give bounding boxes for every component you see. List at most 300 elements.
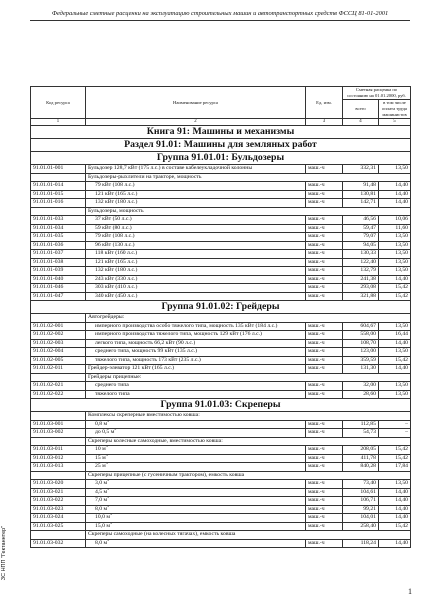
table-row xyxy=(31,224,411,233)
category-row xyxy=(31,173,411,182)
resource-name-text: 118 кВт (160 л.с.) xyxy=(95,250,138,256)
table-row xyxy=(31,514,411,523)
resource-name xyxy=(86,165,306,174)
unit-of-measure: маш.-ч xyxy=(306,339,343,348)
header-price-group: Сметная расценка по состоянию на 01.01.2000, руб. xyxy=(343,87,411,100)
resource-name-text: 79 кВт (108 л.с.) xyxy=(95,182,135,188)
unit-of-measure: маш.-ч xyxy=(306,514,343,523)
resource-code: 91.01.01-038 xyxy=(31,258,86,267)
table-row xyxy=(31,429,411,438)
resource-name xyxy=(86,322,306,331)
resource-name xyxy=(86,199,306,208)
table-row xyxy=(31,488,411,497)
price-total: 122,40 xyxy=(343,258,379,267)
resource-name-text: 8,0 м xyxy=(95,539,108,546)
resource-code: 91.01.01-039 xyxy=(31,267,86,276)
resource-name xyxy=(86,216,306,225)
resource-name-text: 4,5 м xyxy=(95,488,108,495)
unit-of-measure: маш.-ч xyxy=(306,382,343,391)
unit-superscript: 3 xyxy=(105,454,108,457)
resource-name xyxy=(86,505,306,514)
section-heading-row xyxy=(31,301,411,314)
resource-code: 91.01.03-021 xyxy=(31,488,86,497)
price-labor: – xyxy=(379,420,411,429)
price-labor: 13,50 xyxy=(379,267,411,276)
unit-of-measure: маш.-ч xyxy=(306,190,343,199)
resource-name xyxy=(86,292,306,301)
empty-code-cell xyxy=(31,173,86,182)
resource-name-text: 8,0 м xyxy=(95,505,108,512)
resource-code: 91.01.01-036 xyxy=(31,241,86,250)
resource-name xyxy=(86,250,306,259)
price-total: 359,59 xyxy=(343,356,379,365)
colnum: 3 xyxy=(306,119,343,126)
colnum: 2 xyxy=(86,119,306,126)
table-row xyxy=(31,165,411,174)
unit-of-measure: маш.-ч xyxy=(306,365,343,374)
price-total: 411,78 xyxy=(343,454,379,463)
resource-name-text: 121 кВт (165 л.с.) xyxy=(95,190,138,197)
price-total: 130,33 xyxy=(343,250,379,259)
table-row xyxy=(31,331,411,340)
price-total: 321,88 xyxy=(343,292,379,301)
table-row xyxy=(31,365,411,374)
price-total: 104,01 xyxy=(343,514,379,523)
category-row xyxy=(31,437,411,446)
price-total: 130,81 xyxy=(343,190,379,199)
table-row xyxy=(31,463,411,472)
unit-of-measure: маш.-ч xyxy=(306,284,343,293)
resource-name xyxy=(86,514,306,523)
price-labor: 13,50 xyxy=(379,322,411,331)
resource-name-text: имперного производства тяжелого типа, мощность 129 кВт (176 л.с.) xyxy=(95,331,262,338)
resource-name-text: 10,0 м xyxy=(95,514,110,520)
resource-name-text: 7,0 м xyxy=(95,497,108,503)
price-labor: 14,40 xyxy=(379,497,411,506)
resource-name xyxy=(86,258,306,267)
resource-code: 91.01.03-022 xyxy=(31,497,86,506)
price-total: 558,00 xyxy=(343,331,379,340)
price-total: 131,30 xyxy=(343,365,379,374)
resource-name xyxy=(86,420,306,429)
resource-name-text: 132 кВт (180 л.с.) xyxy=(95,267,138,273)
price-total: 604,67 xyxy=(343,322,379,331)
price-total: 59,47 xyxy=(343,224,379,233)
unit-of-measure: маш.-ч xyxy=(306,480,343,489)
resource-name-text: 303 кВт (410 л.с.) xyxy=(95,284,138,290)
category-label: Бульдозеры-рыхлители на тракторе, мощность xyxy=(86,173,411,182)
resource-name-text: имперного производства особо тяжелого типа, мощность 135 кВт (184 л.с.) xyxy=(95,322,278,329)
table-row xyxy=(31,190,411,199)
resource-name xyxy=(86,339,306,348)
price-total: 118,24 xyxy=(343,539,379,548)
resource-name-text: 243 кВт (330 л.с.) xyxy=(95,275,138,282)
section-heading: Раздел 91.01: Машины для земляных работ xyxy=(31,139,411,152)
price-labor: 14,40 xyxy=(379,505,411,514)
category-row xyxy=(31,314,411,323)
table-body xyxy=(31,126,411,548)
unit-of-measure: маш.-ч xyxy=(306,322,343,331)
price-labor: 13,50 xyxy=(379,382,411,391)
resource-name-text: 0,8 м xyxy=(95,420,108,427)
resource-code: 91.01.02-003 xyxy=(31,339,86,348)
page-number: 1 xyxy=(408,587,412,596)
price-labor: 14,40 xyxy=(379,190,411,199)
resource-code: 91.01.01-001 xyxy=(31,165,86,174)
resource-name-text: до 0,5 м xyxy=(95,429,115,435)
table-row xyxy=(31,420,411,429)
table-row xyxy=(31,480,411,489)
price-total: 123,00 xyxy=(343,348,379,357)
resource-code: 91.01.03-024 xyxy=(31,514,86,523)
table-row xyxy=(31,505,411,514)
unit-of-measure: маш.-ч xyxy=(306,233,343,242)
table-row xyxy=(31,539,411,548)
unit-of-measure: маш.-ч xyxy=(306,505,343,514)
resource-name xyxy=(86,331,306,340)
resource-code: 91.01.01-047 xyxy=(31,292,86,301)
price-labor: 14,40 xyxy=(379,275,411,284)
table-row xyxy=(31,446,411,455)
unit-of-measure: маш.-ч xyxy=(306,497,343,506)
unit-of-measure: маш.-ч xyxy=(306,292,343,301)
empty-code-cell xyxy=(31,531,86,540)
category-row xyxy=(31,531,411,540)
price-labor: 15,42 xyxy=(379,454,411,463)
resource-name xyxy=(86,356,306,365)
price-total: 132,79 xyxy=(343,267,379,276)
category-label: Автогрейдеры: xyxy=(86,314,411,323)
unit-of-measure: маш.-ч xyxy=(306,250,343,259)
resource-name xyxy=(86,224,306,233)
resource-code: 91.01.01-035 xyxy=(31,233,86,242)
category-label: Скреперы колесные самоходные, вместимостью ковша: xyxy=(86,437,411,446)
header-name: Наименование ресурса xyxy=(86,87,306,119)
price-labor: 13,50 xyxy=(379,390,411,399)
category-row xyxy=(31,373,411,382)
section-heading: Группа 91.01.01: Бульдозеры xyxy=(31,152,411,165)
unit-superscript: 3 xyxy=(107,496,110,500)
unit-of-measure: маш.-ч xyxy=(306,463,343,472)
unit-superscript: 3 xyxy=(107,539,110,542)
resource-name-text: 25 м xyxy=(95,463,106,469)
empty-code-cell xyxy=(31,207,86,216)
resource-name-text: 15,0 м xyxy=(95,522,110,529)
category-row xyxy=(31,207,411,216)
resource-name xyxy=(86,284,306,293)
table-row xyxy=(31,339,411,348)
empty-code-cell xyxy=(31,471,86,480)
resource-code: 91.01.01-016 xyxy=(31,199,86,208)
table-row xyxy=(31,275,411,284)
unit-of-measure: маш.-ч xyxy=(306,390,343,399)
resource-name xyxy=(86,446,306,455)
price-labor: 15,42 xyxy=(379,292,411,301)
section-heading: Группа 91.01.02: Грейдеры xyxy=(31,301,411,314)
price-total: 332,31 xyxy=(343,165,379,174)
price-labor: 16,44 xyxy=(379,331,411,340)
table-row xyxy=(31,267,411,276)
empty-code-cell xyxy=(31,373,86,382)
document-header: Федеральные сметные расценки на эксплуатацию строительных машин и автотранспортных средств ФССЦ 81-01-2001 xyxy=(51,10,389,17)
resource-name-text: 340 кВт (450 л.с.) xyxy=(95,292,138,299)
unit-superscript: 3 xyxy=(109,522,112,525)
resource-code: 91.01.01-015 xyxy=(31,190,86,199)
resource-code: 91.01.01-040 xyxy=(31,275,86,284)
resource-name xyxy=(86,275,306,284)
price-labor: 13,50 xyxy=(379,258,411,267)
unit-of-measure: маш.-ч xyxy=(306,165,343,174)
resource-name xyxy=(86,454,306,463)
unit-superscript: 3 xyxy=(105,462,108,466)
price-labor: 14,40 xyxy=(379,182,411,191)
resource-name-text: легкого типа, мощность 66,2 кВт (90 л.с.) xyxy=(95,339,196,346)
colnum: 5 xyxy=(379,119,411,126)
resource-code: 91.01.01-033 xyxy=(31,216,86,225)
resource-code: 91.01.02-005 xyxy=(31,356,86,365)
unit-of-measure: маш.-ч xyxy=(306,241,343,250)
price-labor: 10,06 xyxy=(379,216,411,225)
header-unit: Ед. изм. xyxy=(306,87,343,119)
resource-code: 91.01.02-011 xyxy=(31,365,86,374)
resource-code: 91.01.03-020 xyxy=(31,480,86,489)
category-label: Бульдозеры, мощность xyxy=(86,207,411,216)
price-labor: 15,42 xyxy=(379,446,411,455)
price-total: 142,71 xyxy=(343,199,379,208)
resource-name xyxy=(86,488,306,497)
resource-code: 91.01.03-013 xyxy=(31,463,86,472)
resource-name-text: 15 м xyxy=(95,454,106,461)
resource-name-text: 79 кВт (108 л.с.) xyxy=(95,233,135,239)
table-row xyxy=(31,390,411,399)
unit-of-measure: маш.-ч xyxy=(306,331,343,340)
price-table xyxy=(30,86,411,548)
section-heading-row xyxy=(31,399,411,412)
price-labor: 14,40 xyxy=(379,365,411,374)
category-label: Скреперы прицепные (с гусеничным трактором), емкость ковша xyxy=(86,471,411,480)
section-heading-row xyxy=(31,139,411,152)
table-header-row xyxy=(31,87,411,100)
table-row xyxy=(31,284,411,293)
price-total: 258,40 xyxy=(343,522,379,531)
unit-superscript: 3 xyxy=(107,505,110,508)
unit-of-measure: маш.-ч xyxy=(306,429,343,438)
resource-code: 91.01.03-023 xyxy=(31,505,86,514)
table-row xyxy=(31,348,411,357)
price-total: 28,60 xyxy=(343,390,379,399)
unit-of-measure: маш.-ч xyxy=(306,348,343,357)
section-heading: Книга 91: Машины и механизмы xyxy=(31,126,411,139)
category-label: Комплексы скреперные вместимостью ковша: xyxy=(86,412,411,421)
header-labor: в том числе оплата труда машинистов xyxy=(379,100,411,119)
resource-name-text: 3,0 м xyxy=(95,480,108,486)
table-row xyxy=(31,497,411,506)
resource-code: 91.01.01-046 xyxy=(31,284,86,293)
resource-name xyxy=(86,241,306,250)
unit-of-measure: маш.-ч xyxy=(306,267,343,276)
resource-name xyxy=(86,497,306,506)
resource-name xyxy=(86,429,306,438)
resource-name xyxy=(86,463,306,472)
resource-code: 91.01.03-012 xyxy=(31,454,86,463)
table-row xyxy=(31,322,411,331)
price-labor: 13,50 xyxy=(379,241,411,250)
resource-code: 91.01.01-037 xyxy=(31,250,86,259)
unit-of-measure: маш.-ч xyxy=(306,199,343,208)
price-labor: 14,40 xyxy=(379,488,411,497)
resource-name xyxy=(86,382,306,391)
resource-code: 91.01.02-002 xyxy=(31,331,86,340)
table-row xyxy=(31,292,411,301)
unit-of-measure: маш.-ч xyxy=(306,216,343,225)
table-row xyxy=(31,233,411,242)
unit-of-measure: маш.-ч xyxy=(306,488,343,497)
price-labor: 17,84 xyxy=(379,463,411,472)
price-labor: 14,40 xyxy=(379,339,411,348)
category-label: Грейдеры прицепные: xyxy=(86,373,411,382)
resource-name-text: 121 кВт (165 л.с.) xyxy=(95,258,138,265)
price-total: 91,48 xyxy=(343,182,379,191)
price-labor: 14,40 xyxy=(379,199,411,208)
resource-name-text: 132 кВт (180 л.с.) xyxy=(95,199,138,205)
resource-code: 91.01.02-004 xyxy=(31,348,86,357)
price-labor: 15,42 xyxy=(379,284,411,293)
price-total: 73,40 xyxy=(343,480,379,489)
resource-name-text: Бульдозер 128,7 кВт (175 л.с.) в составе кабелеукладочной колонны xyxy=(88,165,253,172)
price-total: 108,70 xyxy=(343,339,379,348)
table-row xyxy=(31,258,411,267)
resource-name xyxy=(86,390,306,399)
price-total: 99,21 xyxy=(343,505,379,514)
unit-of-measure: маш.-ч xyxy=(306,454,343,463)
price-total: 293,08 xyxy=(343,284,379,293)
price-labor: 13,50 xyxy=(379,348,411,357)
unit-of-measure: маш.-ч xyxy=(306,224,343,233)
resource-code: 91.01.03-011 xyxy=(31,446,86,455)
unit-of-measure: маш.-ч xyxy=(306,182,343,191)
table-row xyxy=(31,382,411,391)
resource-name xyxy=(86,182,306,191)
section-heading-row xyxy=(31,126,411,139)
empty-code-cell xyxy=(31,412,86,421)
resource-code: 91.01.03-002 xyxy=(31,429,86,438)
price-total: 46,56 xyxy=(343,216,379,225)
category-row xyxy=(31,471,411,480)
price-labor: 13,50 xyxy=(379,165,411,174)
header-code: Код ресурса xyxy=(31,87,86,119)
price-total: 94,05 xyxy=(343,241,379,250)
price-labor: 15,42 xyxy=(379,522,411,531)
table-row xyxy=(31,182,411,191)
unit-superscript: 3 xyxy=(114,428,117,432)
resource-name xyxy=(86,365,306,374)
unit-of-measure: маш.-ч xyxy=(306,258,343,267)
price-total: 241,38 xyxy=(343,275,379,284)
price-labor: 13,50 xyxy=(379,250,411,259)
resource-code: 91.01.01-034 xyxy=(31,224,86,233)
unit-superscript: 3 xyxy=(105,445,108,449)
table-row xyxy=(31,216,411,225)
resource-code: 91.01.02-021 xyxy=(31,382,86,391)
resource-name-text: тяжелого типа, мощность 173 кВт (235 л.с.) xyxy=(95,356,201,363)
price-total: 104,61 xyxy=(343,488,379,497)
resource-code: 91.01.03-001 xyxy=(31,420,86,429)
category-label: Скреперы самоходные (на колесных тягачах), емкость ковша xyxy=(86,531,411,540)
colnum: 1 xyxy=(31,119,86,126)
price-labor: 14,40 xyxy=(379,514,411,523)
header-total: всего xyxy=(343,100,379,119)
price-labor: 15,42 xyxy=(379,356,411,365)
price-total: 840,28 xyxy=(343,463,379,472)
unit-of-measure: маш.-ч xyxy=(306,275,343,284)
unit-of-measure: маш.-ч xyxy=(306,446,343,455)
unit-of-measure: маш.-ч xyxy=(306,420,343,429)
empty-code-cell xyxy=(31,437,86,446)
unit-superscript: 3 xyxy=(107,479,110,483)
table-row xyxy=(31,250,411,259)
resource-code: 91.01.01-014 xyxy=(31,182,86,191)
resource-name-text: 37 кВт (50 л.с.) xyxy=(95,216,132,222)
price-total: 106,71 xyxy=(343,497,379,506)
price-total: 112,85 xyxy=(343,420,379,429)
empty-code-cell xyxy=(31,314,86,323)
side-note-text: ЗС НПП "Гектаннтер" xyxy=(1,525,8,581)
resource-name xyxy=(86,348,306,357)
category-row xyxy=(31,412,411,421)
price-labor: – xyxy=(379,429,411,438)
price-total: 79,07 xyxy=(343,233,379,242)
side-note xyxy=(1,520,15,590)
table-row xyxy=(31,199,411,208)
table-row xyxy=(31,356,411,365)
price-labor: 11,60 xyxy=(379,224,411,233)
column-numbers-row xyxy=(31,119,411,126)
unit-superscript: 3 xyxy=(107,488,110,491)
unit-superscript: 3 xyxy=(107,420,110,423)
resource-name-text: среднего типа, мощность 99 кВт (135 л.с.) xyxy=(95,348,198,354)
price-labor: 13,50 xyxy=(379,233,411,242)
resource-name-text: 59 кВт (80 л.с.) xyxy=(95,224,132,231)
unit-superscript: 3 xyxy=(109,513,112,517)
resource-name-text: среднего типа xyxy=(95,382,129,388)
resource-code: 91.01.02-001 xyxy=(31,322,86,331)
price-total: 208,05 xyxy=(343,446,379,455)
resource-name-text: Грейдер-элеватор 121 кВт (165 л.с.) xyxy=(88,365,175,371)
resource-name xyxy=(86,267,306,276)
price-total: 32,00 xyxy=(343,382,379,391)
resource-name xyxy=(86,522,306,531)
resource-name xyxy=(86,480,306,489)
unit-of-measure: маш.-ч xyxy=(306,522,343,531)
resource-code: 91.01.02-022 xyxy=(31,390,86,399)
price-total: 54,73 xyxy=(343,429,379,438)
price-labor: 14,40 xyxy=(379,539,411,548)
resource-code: 91.01.03-025 xyxy=(31,522,86,531)
unit-of-measure: маш.-ч xyxy=(306,539,343,548)
table-row xyxy=(31,454,411,463)
resource-name xyxy=(86,539,306,548)
resource-name-text: 10 м xyxy=(95,446,106,452)
colnum: 4 xyxy=(343,119,379,126)
unit-of-measure: маш.-ч xyxy=(306,356,343,365)
resource-code: 91.01.03-032 xyxy=(31,539,86,548)
resource-name xyxy=(86,190,306,199)
resource-name-text: тяжелого типа xyxy=(95,390,130,397)
resource-name-text: 96 кВт (130 л.с.) xyxy=(95,241,135,248)
section-heading: Группа 91.01.03: Скреперы xyxy=(31,399,411,412)
section-heading-row xyxy=(31,152,411,165)
resource-name xyxy=(86,233,306,242)
